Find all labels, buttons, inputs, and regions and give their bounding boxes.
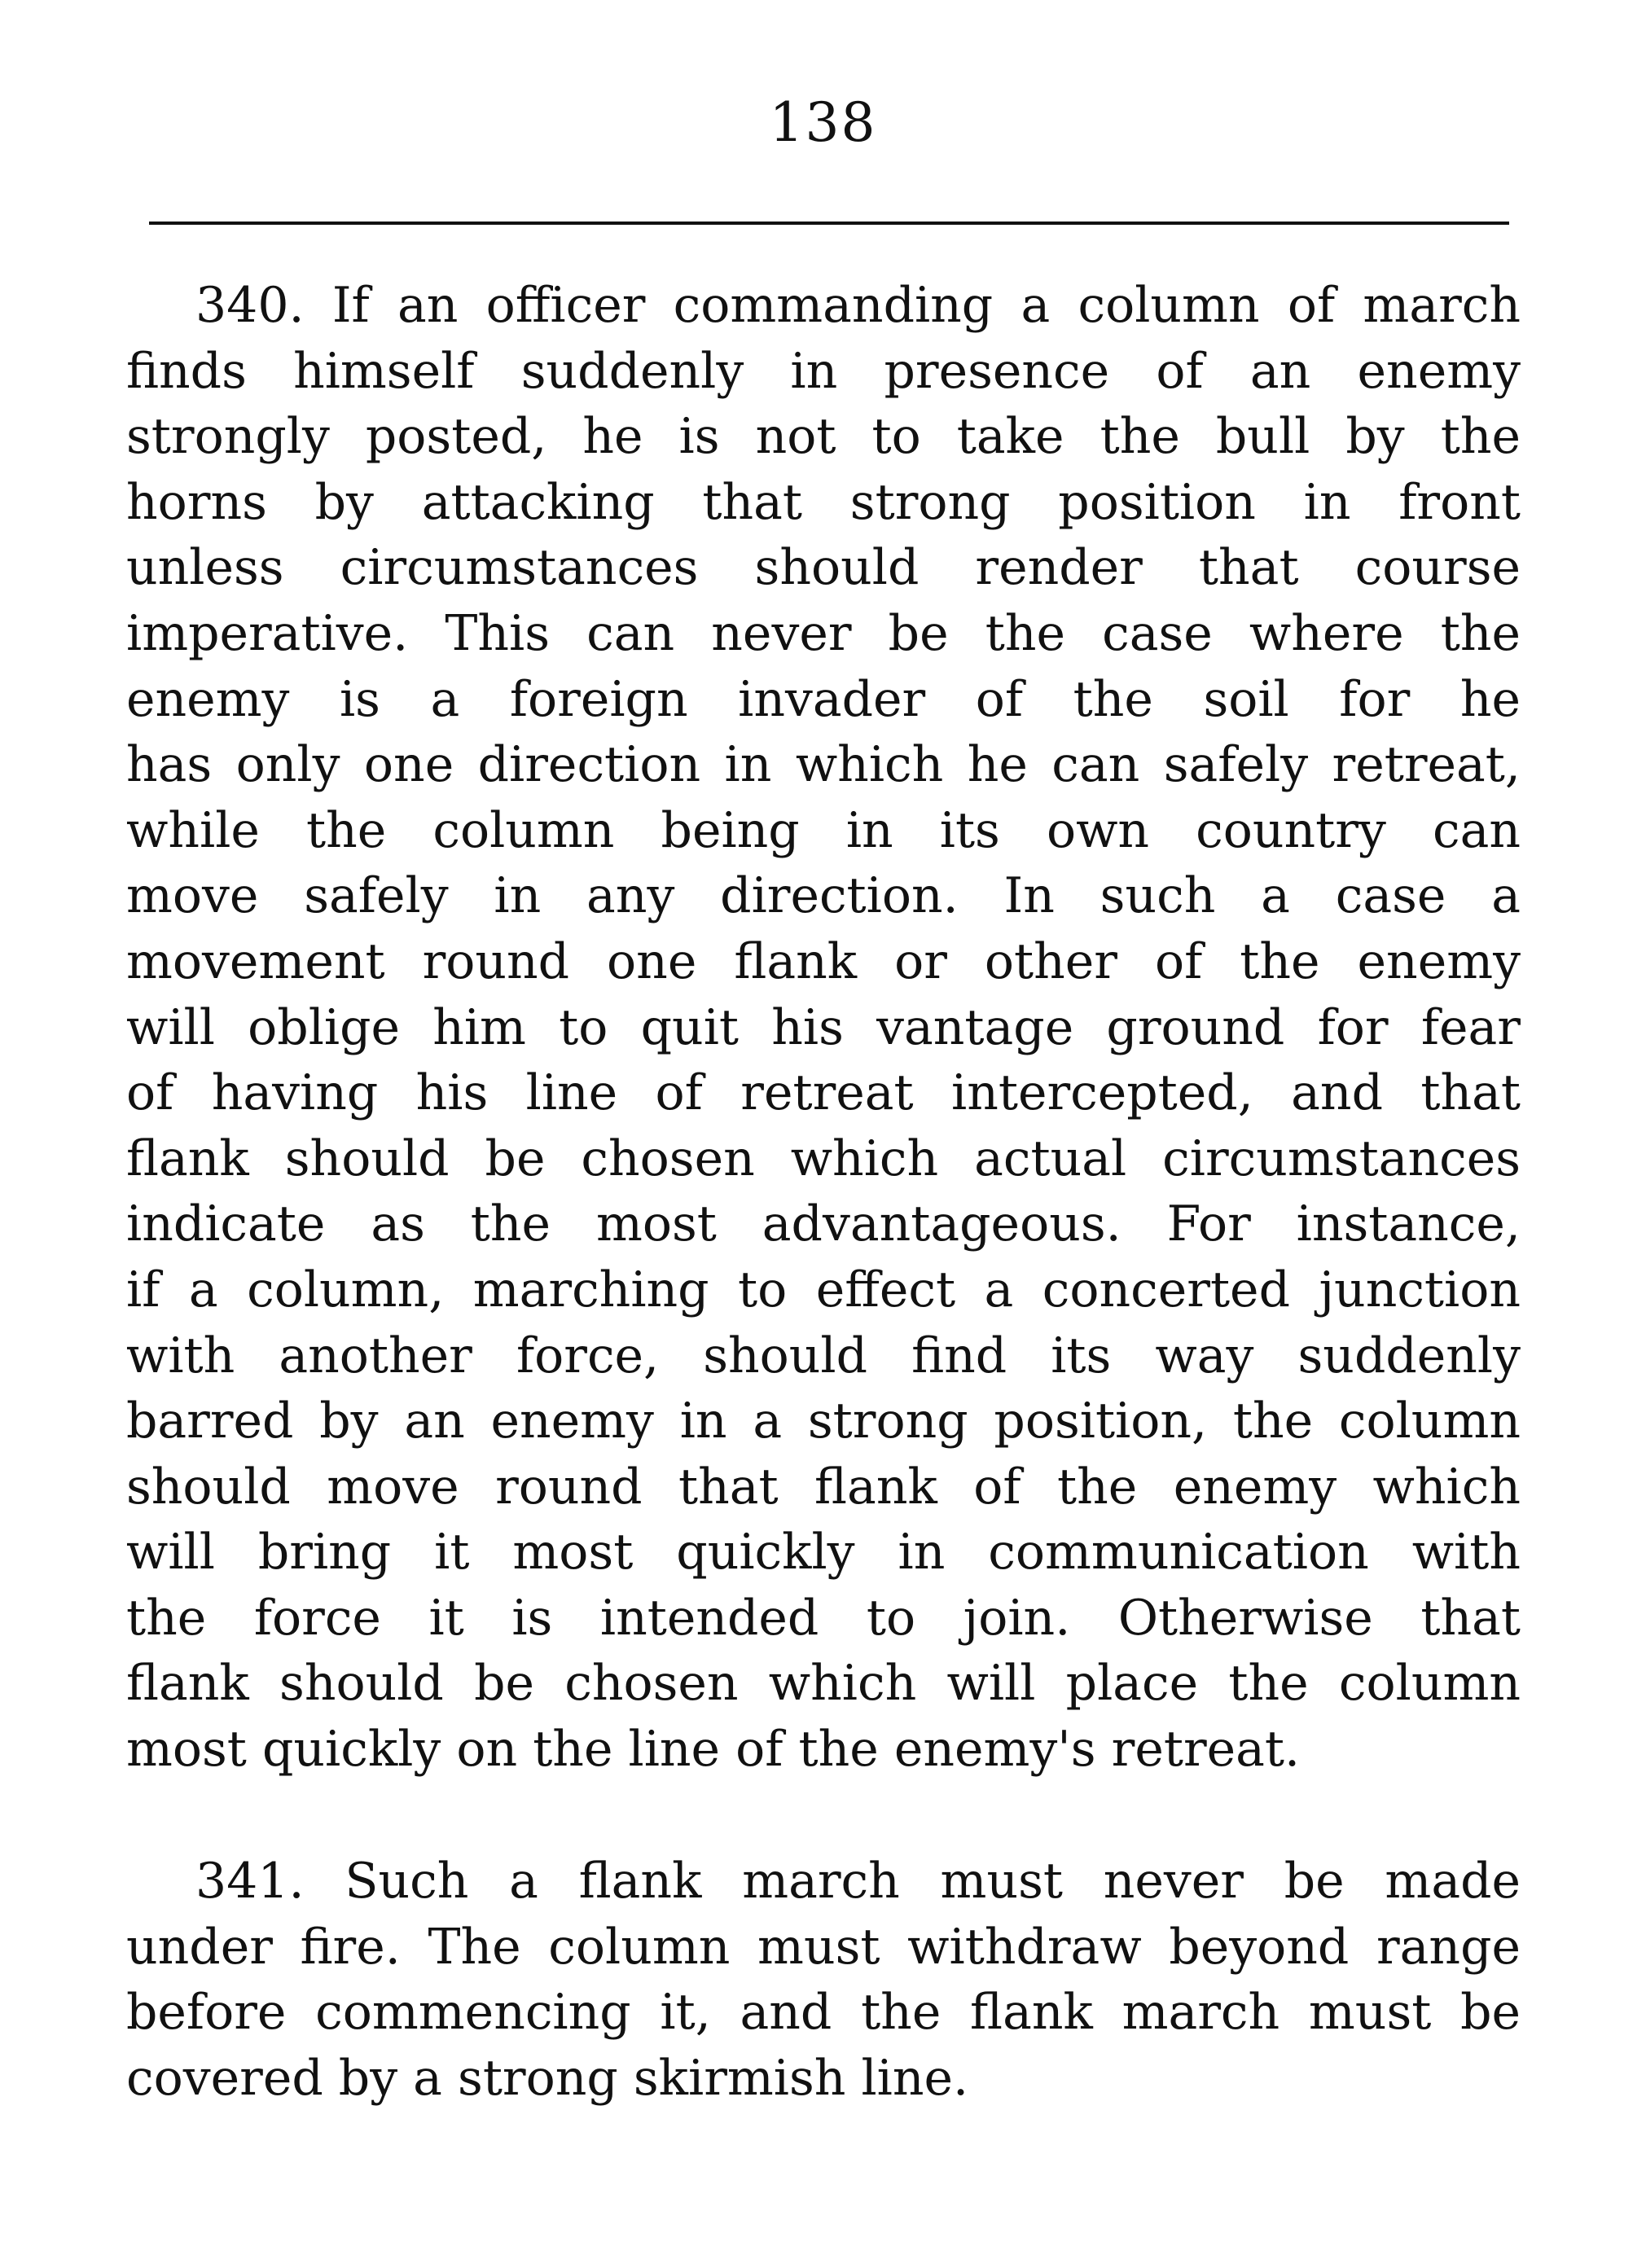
paragraph-341: [126, 1849, 1521, 2111]
text-line: movement round one flank or other of the enemy: [126, 932, 1521, 990]
text-line: will bring it most quickly in communication with: [126, 1524, 1521, 1581]
text-line: unless circumstances should render that course: [126, 539, 1521, 597]
text-line: finds himself suddenly in presence of an enemy: [126, 342, 1521, 400]
line-text: If an officer commanding a column of march: [331, 277, 1521, 334]
text-line: if a column, marching to effect a concerted junction: [126, 1261, 1521, 1318]
paragraph-number: 341.: [195, 1853, 305, 1910]
text-line: [126, 273, 1521, 339]
text-line: move safely in any direction. In such a case a: [126, 867, 1521, 925]
line-text: Such a flank march must never be made: [345, 1853, 1521, 1910]
text-line: flank should be chosen which actual circumstances: [126, 1130, 1521, 1187]
text-line: strongly posted, he is not to take the bull by the: [126, 408, 1521, 466]
text-line: while the column being in its own country can: [126, 801, 1521, 859]
text-line: with another force, should find its way suddenly: [126, 1327, 1521, 1384]
text-line: enemy is a foreign invader of the soil for he: [126, 670, 1521, 728]
header-rule: [149, 222, 1509, 225]
text-line: [126, 1849, 1521, 1915]
text-line: before commencing it, and the flank march must be: [126, 1984, 1521, 2042]
text-line: will oblige him to quit his vantage ground for fear: [126, 998, 1521, 1056]
paragraph-340: [126, 273, 1521, 1783]
text-line: barred by an enemy in a strong position, the column: [126, 1393, 1521, 1450]
text-line: most quickly on the line of the enemy's retreat.: [126, 1721, 1301, 1779]
paragraph-number: 340.: [195, 277, 305, 334]
text-line: covered by a strong skirmish line.: [126, 2049, 969, 2107]
page-number: 138: [769, 91, 877, 154]
text-line: should move round that flank of the enemy which: [126, 1458, 1521, 1516]
text-line: under fire. The column must withdraw beyond range: [126, 1918, 1521, 1976]
text-line: the force it is intended to join. Otherwise that: [126, 1589, 1521, 1647]
text-line: imperative. This can never be the case where the: [126, 604, 1521, 662]
text-line: has only one direction in which he can safely retreat,: [126, 736, 1521, 794]
text-line: flank should be chosen which will place the column: [126, 1655, 1521, 1713]
text-line: indicate as the most advantageous. For instance,: [126, 1195, 1521, 1253]
text-line: horns by attacking that strong position in front: [126, 473, 1521, 531]
text-line: of having his line of retreat intercepted, and that: [126, 1064, 1521, 1122]
